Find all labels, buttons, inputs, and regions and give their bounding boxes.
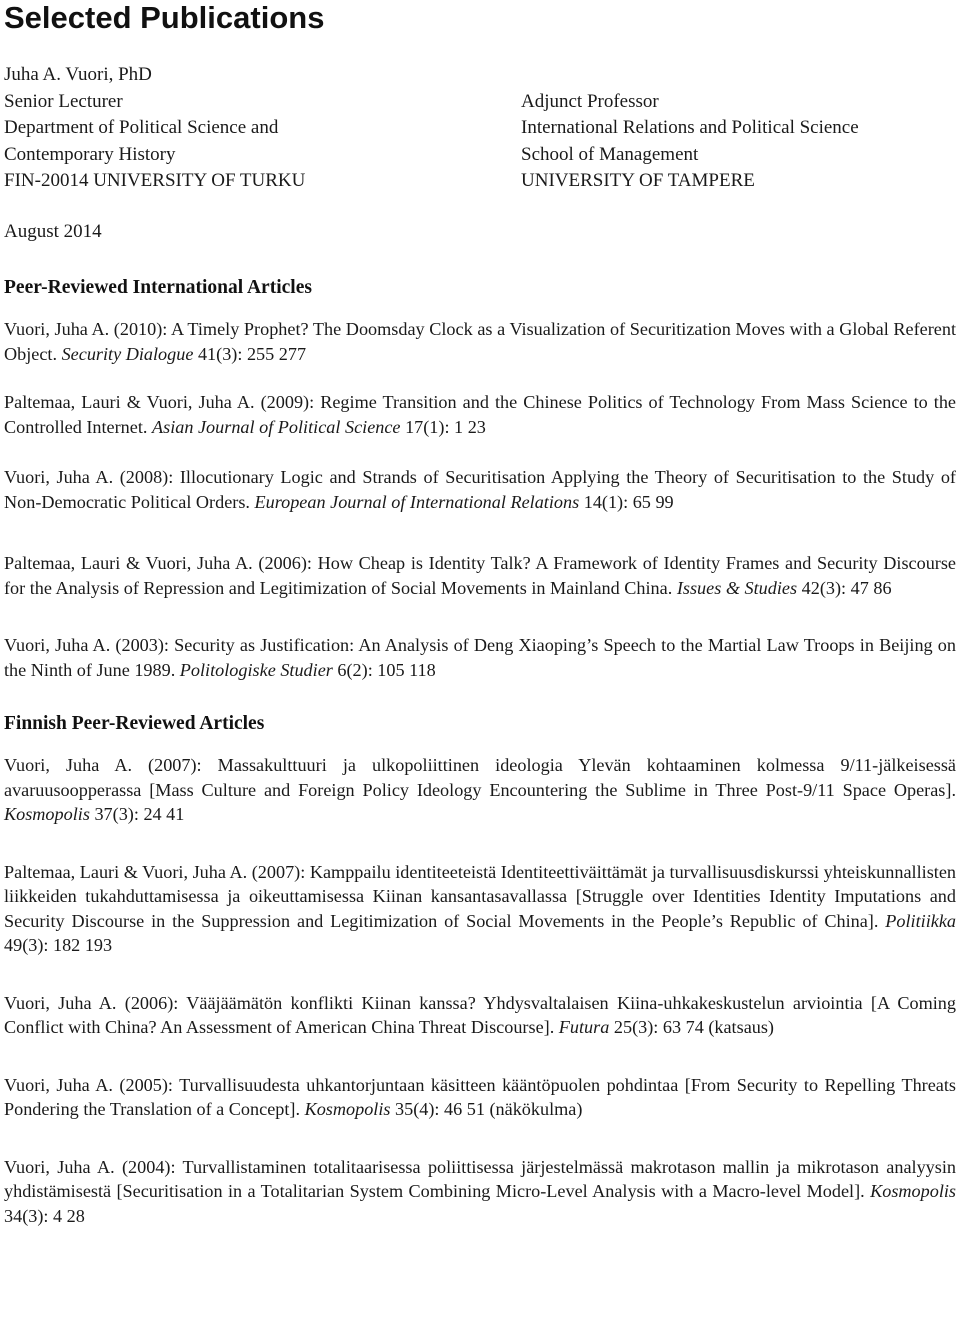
entry-text: Vuori, Juha A. (2008): Illocutionary Logic and Strands of Securitisation Applying the Theory of Securitisation to the Study of Non-Democratic Political Orders.	[4, 467, 956, 512]
publication-entry	[4, 1155, 956, 1229]
author-department: Department of Political Science and	[4, 117, 279, 138]
entry-text: Paltemaa, Lauri & Vuori, Juha A. (2006): How Cheap is Identity Talk? A Framework of Identity Frames and Security Discourse for the Analysis of Repression and Legitimization of Social Movements in Mainland China.	[4, 553, 956, 598]
publication-entry	[4, 551, 956, 600]
publication-entry	[4, 633, 956, 682]
publication-entry	[4, 991, 956, 1040]
entry-text: Vuori, Juha A. (2004): Turvallistaminen totalitaarisessa poliittisessa järjestelmässä makrotason mallin ja mikrotason analyysin yhdistämisestä [Securitisation in a Totalitarian System Combining Micro-Level Analysis with a Macro-level Model].	[4, 1156, 956, 1201]
author-university: FIN-20014 UNIVERSITY OF TURKU	[4, 170, 306, 191]
entry-tail: 41(3): 255 277	[197, 343, 307, 364]
entry-text: Vuori, Juha A. (2005): Turvallisuudesta uhkantorjuntaan käsitteen kääntöpuolen pohdintaa [From Security to Repelling Threats Pondering the Translation of a Concept].	[4, 1074, 956, 1119]
author-header	[4, 62, 956, 210]
entry-tail: 17(1): 1 23	[405, 416, 486, 437]
entry-tail: 42(3): 47 86	[801, 577, 892, 598]
adjunct-university: UNIVERSITY OF TAMPERE	[521, 170, 755, 191]
author-department-cont: Contemporary History	[4, 143, 176, 165]
entry-tail: 34(3): 4 28	[4, 1205, 85, 1226]
entry-journal: Kosmopolis	[870, 1181, 957, 1201]
author-affiliation-tampere	[521, 89, 951, 195]
entry-text: Vuori, Juha A. (2007): Massakulttuuri ja ulkopoliittinen ideologia Ylevän kohtaaminen kolmessa 9/11-jälkeisessä avaruusoopperassa [Mass Culture and Foreign Policy Ideology Encountering the Sublime in Three Post-9/11 Space Operas].	[4, 755, 956, 800]
entry-journal: Issues & Studies	[676, 577, 798, 598]
entry-journal: Politiikka	[885, 910, 956, 931]
author-position: Senior Lecturer	[4, 90, 123, 112]
entry-tail: 35(4): 46 51 (näkökulma)	[395, 1099, 583, 1119]
section-heading-international: Peer-Reviewed International Articles	[4, 277, 312, 298]
adjunct-school: School of Management	[521, 143, 699, 165]
author-affiliation-turku	[4, 62, 434, 195]
entry-journal: Futura	[558, 1017, 610, 1037]
publication-entry	[4, 753, 956, 827]
entry-tail: 25(3): 63 74 (katsaus)	[613, 1017, 774, 1037]
entry-journal: Kosmopolis	[304, 1099, 391, 1119]
entry-journal: Politologiske Studier	[179, 659, 333, 680]
entry-journal: Kosmopolis	[4, 804, 90, 824]
document-date: August 2014	[4, 221, 102, 242]
entry-tail: 6(2): 105 118	[337, 659, 436, 680]
page-title: Selected Publications	[4, 0, 325, 35]
entry-journal: European Journal of International Relations	[254, 491, 580, 512]
entry-text: Paltemaa, Lauri & Vuori, Juha A. (2007): Kamppailu identiteeteistä Identiteettiväittämät ja turvallisuusdiskurssi yhteiskunnallisten liikkeiden tukahduttamisessa ja oikeuttamisessa Kiinan kansantasavallassa [Struggle over Identities Identity Imputations and Security Discourse in the Suppression and Legitimization of Social Movements in the People’s Republic of China].	[4, 861, 956, 931]
entry-text: Vuori, Juha A. (2006): Vääjäämätön konflikti Kiinan kanssa? Yhdysvaltalaisen Kiina-uhkakeskustelun arviointia [A Coming Conflict with China? An Assessment of American China Threat Discourse].	[4, 992, 956, 1037]
entry-tail: 14(1): 65 99	[583, 491, 674, 512]
publication-entry	[4, 1073, 956, 1122]
publication-entry	[4, 465, 956, 514]
publication-entry	[4, 860, 956, 958]
entry-tail: 37(3): 24 41	[94, 804, 185, 824]
section-heading-finnish: Finnish Peer-Reviewed Articles	[4, 713, 265, 734]
publication-entry	[4, 317, 956, 366]
entry-text: Vuori, Juha A. (2010): A Timely Prophet? The Doomsday Clock as a Visualization of Securitization Moves with a Global Referent Object.	[4, 319, 956, 364]
entry-journal: Asian Journal of Political Science	[152, 416, 401, 437]
entry-tail: 49(3): 182 193	[4, 935, 113, 955]
author-name: Juha A. Vuori, PhD	[4, 64, 152, 85]
entry-journal: Security Dialogue	[61, 343, 194, 364]
entry-text: Vuori, Juha A. (2003): Security as Justification: An Analysis of Deng Xiaoping’s Speech to the Martial Law Troops in Beijing on the Ninth of June 1989.	[4, 635, 956, 680]
adjunct-title: Adjunct Professor	[521, 90, 659, 112]
publication-entry	[4, 390, 956, 439]
adjunct-field: International Relations and Political Science	[521, 117, 859, 138]
entry-text: Paltemaa, Lauri & Vuori, Juha A. (2009): Regime Transition and the Chinese Politics of Technology From Mass Science to the Controlled Internet.	[4, 392, 956, 437]
